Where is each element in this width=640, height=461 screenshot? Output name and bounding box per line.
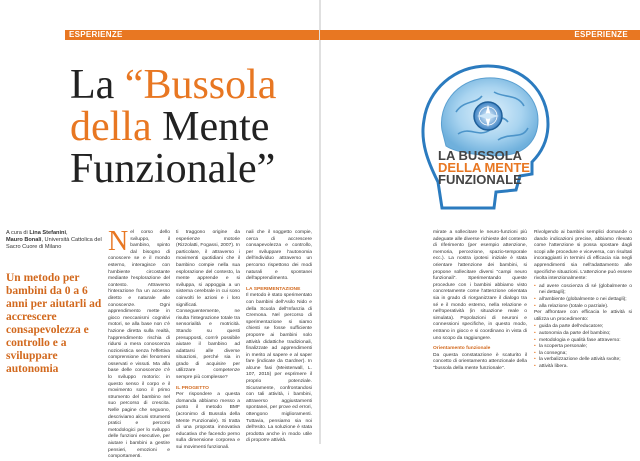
list-item: • guida da parte dell'educatore;	[534, 324, 632, 331]
list-item: • la verbalizzazione delle attività svolte;	[534, 357, 632, 364]
list-item: • alla relazione (totale o parziale).	[534, 304, 632, 311]
article-title	[70, 64, 320, 190]
column-2b-text: Per rispondere a questa domanda abbiamo messo a punto il metodo BMF (acronimo di Bussola della Mente Funzionale). Si tratta di una proposta innovativa educativa che facendo perno sulla dimensione corporea e sui movimenti funzionali.	[176, 392, 240, 450]
authors-separator: ,	[66, 230, 68, 236]
list-item: • all'ambiente (globalmente o nei dettagli);	[534, 297, 632, 304]
column-3-text: nali che il soggetto compie, cerca di accrescere consapevolezza e controllo, per sviluppare l'autonomia dell'individuo attraverso un percorso rispettoso dei modi naturali e spontanei dell'apprendimento.	[246, 230, 312, 282]
authors-prefix: A cura di	[6, 230, 30, 236]
title-funzionale: Funzionale”	[70, 146, 276, 192]
left-page	[0, 0, 320, 460]
list-item: • la consegna;	[534, 351, 632, 358]
authors-affiliation: , Università Cattolica del Sacro Cuore di Milano	[6, 237, 102, 250]
author-name-1: Lina Stefanini	[29, 230, 67, 236]
list-item: • ad avere coscienza di sé (globalmente o nei dettagli);	[534, 284, 632, 297]
column-5-mid-text: Per affrontare con efficacia le attività si utilizza un procedimento:	[534, 310, 632, 322]
list-item: • autonomia da parte del bambino;	[534, 331, 632, 338]
logo-line-1: LA BUSSOLA	[438, 148, 523, 163]
column-5	[534, 230, 632, 440]
column-2-text: ti traggono origine da esperienze motorie (Rizzolatti, Fogassi, 2007). In particolare, il attraverso i movimenti quotidiani che il bambino compie nella sua esplorazione del contesto, la mente apprende e si sviluppa, si appoggia a un sistema cerebrale in cui sono coinvolti le azioni e i loro significati. Conseguentemente, ne risulta l'integrazione totale tra sensorialità e motricità. Stando su questi presupposti, com'è possibile aiutare il bambino ad adattarsi alle diverse situazioni, perché sia in grado di acquisire per utilizzare competenze sempre più complesse?	[176, 230, 240, 381]
title-della: della	[70, 104, 152, 150]
procedure-list	[534, 324, 632, 370]
section-heading-orientamento: Orientamento funzionale	[433, 346, 491, 352]
section-label-right: ESPERIENZE	[574, 30, 628, 39]
column-2	[176, 230, 240, 450]
dropcap: N	[108, 226, 129, 257]
list-item: • attività libera.	[534, 364, 632, 371]
bmf-logo	[438, 150, 548, 186]
section-label-left: ESPERIENZE	[69, 30, 123, 39]
section-heading-sperimentazione: LA SPERIMENTAZIONE	[246, 286, 301, 292]
list-item: • la scoperta personale;	[534, 344, 632, 351]
column-4-text: mirate a sollecitare le neuro-funzioni più adeguate alle diverse richieste del contesto di riferimento (per esempio attenzione, memoria, percezione, spazio-temporale ecc.). La nostra ipotesi iniziale è stata orientare l'attenzione dei bambini, si propone sollecitare diversi "campi neuro funzionali". Sperimentando queste procedure con i bambini abbiamo visto concretamente come l'attenzione orientata sia in grado di riorganizzare il dialogo tra sé e il mondo esterno, nella relazione e nell'operatività (in situazione reale o simulata). Popolazioni di neuroni e connessioni specifiche, in questo modo, entrano in gioco e si coordinano in vista di uno scopo da raggiungere.	[433, 230, 527, 341]
attention-list	[534, 284, 632, 310]
title-bussola: “Bussola	[124, 62, 277, 108]
author-name-2: Mauro Bonali	[6, 237, 42, 243]
logo-line-2: DELLA MENTE	[438, 160, 530, 175]
column-4	[433, 230, 527, 440]
column-4b-text: Da questa constatazione è scaturito il concetto di orientamento attenzionale della "bussola della mente funzionale".	[433, 352, 527, 371]
column-1	[108, 226, 170, 460]
section-heading-progetto: IL PROGETTO	[176, 385, 209, 391]
section-band-left	[65, 30, 320, 40]
column-1-text: el corso dello sviluppo, il bambino, spinto dal bisogno di conoscere se e il mondo esterno, interagisce con l'ambiente circostante mediante l'esplorazione del contesto. Attraverso l'interazione fra un accesso diretto e naturale alle conoscenze. Ogni apprendimento mette in gioco meccanismi cognitivi motori, se alla base non c'è l'azione diretta sulla realtà, l'apprendimento rischia di ridursi a mera conoscenza nozionistica senza l'effettiva comprensione dei fenomeni osservati e vissuti. Ma alla base delle conoscenze c'è lo sviluppo motorio: in questo senso il corpo e il movimento sono il primo strumento del bambino nel suo percorso di crescita. Nelle pagine che seguono, descriviamo alcuni strumenti pratici e percorsi metodologici per lo sviluppo delle funzioni esecutive, per aiutare i bambini a gestire pensieri, emozioni e comportamenti.	[108, 230, 170, 460]
intro-standfirst: Un metodo per bambini da 0 a 6 anni per aiutarli ad accrescere consapevolezza e controllo e a sviluppare autonomia	[6, 272, 102, 375]
column-5-text: Rivolgendo ai bambini semplici domande o dando indicazioni precise, abbiamo rilevato come l'attenzione si possa spostare dagli scopi alle procedure e viceversa, con risultati incoraggianti in termini di efficacia sia negli apprendimenti sia nell'adattamento alle specifiche situazioni. L'attenzione può essere rivolta intenzionalmente:	[534, 230, 632, 282]
right-page	[320, 0, 640, 444]
title-la: La	[70, 62, 125, 108]
column-3b-text: Il metodo è stato sperimentato con bambini dell'Asilo Nido e della Scuola dell'Infanzia di Cremona. Nel percorso di sperimentazione si siamo chiesti se fosse sufficiente proporre ai bambini solo attività didattiche tradizionali, finalizzate ad apprendimenti in merito al sapere e al saper fare (indicate da Gardner). In alcune fasi (Meisterwall, L. 107, 2015) per esprimere il proprio potenziale. Sicuramente, confrontandosi con tali attività, i bambini, attraverso aggiustamenti spontanei, per prove ed errori, ottengono miglioramenti. Tuttavia, pensiamo sia noi dell'esito. La soluzione è stata prodotta anche in modo utile di proporre attività.	[246, 293, 312, 444]
title-mente: Mente	[151, 104, 270, 150]
column-3	[246, 230, 312, 444]
authors	[6, 230, 102, 251]
section-band-right	[320, 30, 640, 40]
logo-line-3: FUNZIONALE	[438, 172, 522, 187]
list-item: • metodologia e qualità fase attraverso:	[534, 338, 632, 345]
